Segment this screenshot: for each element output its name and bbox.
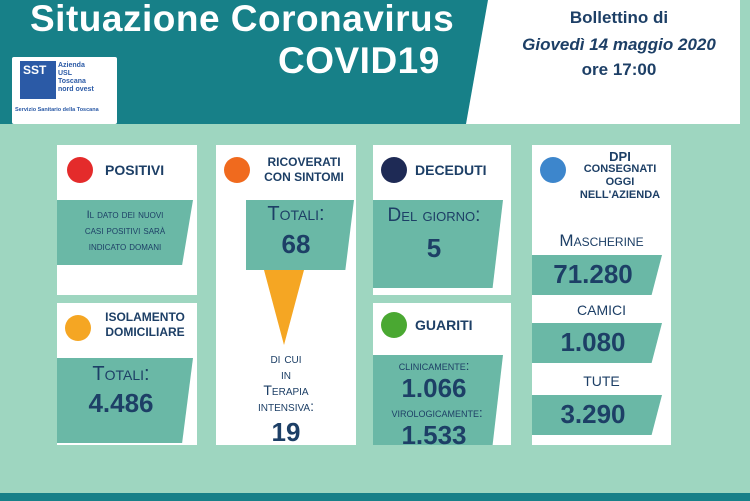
isolamento-dot <box>65 315 91 341</box>
deceduti-dot <box>381 157 407 183</box>
positivi-label: POSITIVI <box>105 162 165 178</box>
guariti-label: GUARITI <box>415 317 473 333</box>
logo-badge: SST <box>20 61 56 99</box>
ricoverati-card <box>216 145 356 445</box>
logo-org: Azienda USL Toscana nord ovest <box>58 62 94 93</box>
bottom-bar <box>0 493 750 501</box>
divider <box>57 295 197 303</box>
logo-subtitle: Servizio Sanitario della Toscana <box>15 107 99 113</box>
isolamento-label: ISOLAMENTO DOMICILIARE <box>105 310 185 339</box>
ricoverati-dot <box>224 157 250 183</box>
deceduti-day-label: Del giorno: <box>387 205 481 226</box>
dpi-camici-label: CAMICI <box>577 302 626 318</box>
header-banner <box>0 0 472 124</box>
bulletin-title: Bollettino di <box>569 8 669 27</box>
ricoverati-total-value: 68 <box>281 229 311 259</box>
guariti-viro-value: 1.533 <box>401 420 467 450</box>
positivi-note: Il dato dei nuovi casi positivi sarà indicato domani <box>84 209 166 253</box>
dpi-mascherine-value: 71.280 <box>553 259 633 289</box>
dpi-tute-value: 3.290 <box>560 399 626 429</box>
guariti-clinical-value: 1.066 <box>401 373 467 403</box>
dpi-camici-value: 1.080 <box>560 327 626 357</box>
positivi-dot <box>67 157 93 183</box>
ricoverati-total-label: Totali: <box>267 203 325 225</box>
deceduti-card <box>373 145 511 450</box>
ricoverati-label: RICOVERATI CON SINTOMI <box>264 155 344 184</box>
ricoverati-sub-value: 19 <box>271 417 301 447</box>
dpi-mascherine-label: Mascherine <box>559 231 644 250</box>
bulletin-time: ore 17:00 <box>581 60 657 79</box>
guariti-viro-label: virologicamente: <box>391 405 483 420</box>
dpi-tute-label: TUTE <box>583 373 620 389</box>
deceduti-day-value: 5 <box>426 233 442 263</box>
logo <box>12 57 117 124</box>
bulletin-date: Giovedì 14 maggio 2020 <box>522 35 716 54</box>
page-title: Situazione Coronavirus <box>30 0 455 39</box>
guariti-clinical-label: clinicamente: <box>398 358 470 373</box>
funnel-shape <box>264 270 304 345</box>
dpi-dot <box>540 157 566 183</box>
positivi-card <box>57 145 197 445</box>
page-subtitle: COVID19 <box>278 40 440 81</box>
divider <box>373 295 511 303</box>
isolamento-total-label: Totali: <box>92 363 150 385</box>
deceduti-label: DECEDUTI <box>415 162 487 178</box>
bulletin-box <box>466 0 740 124</box>
guariti-dot <box>381 312 407 338</box>
isolamento-total-value: 4.486 <box>88 388 154 418</box>
dpi-card <box>532 145 671 445</box>
dpi-label: DPI CONSEGNATI OGGI NELL'AZIENDA <box>579 149 661 201</box>
ricoverati-sub-label: di cui in Terapia intensiva: <box>258 350 314 414</box>
